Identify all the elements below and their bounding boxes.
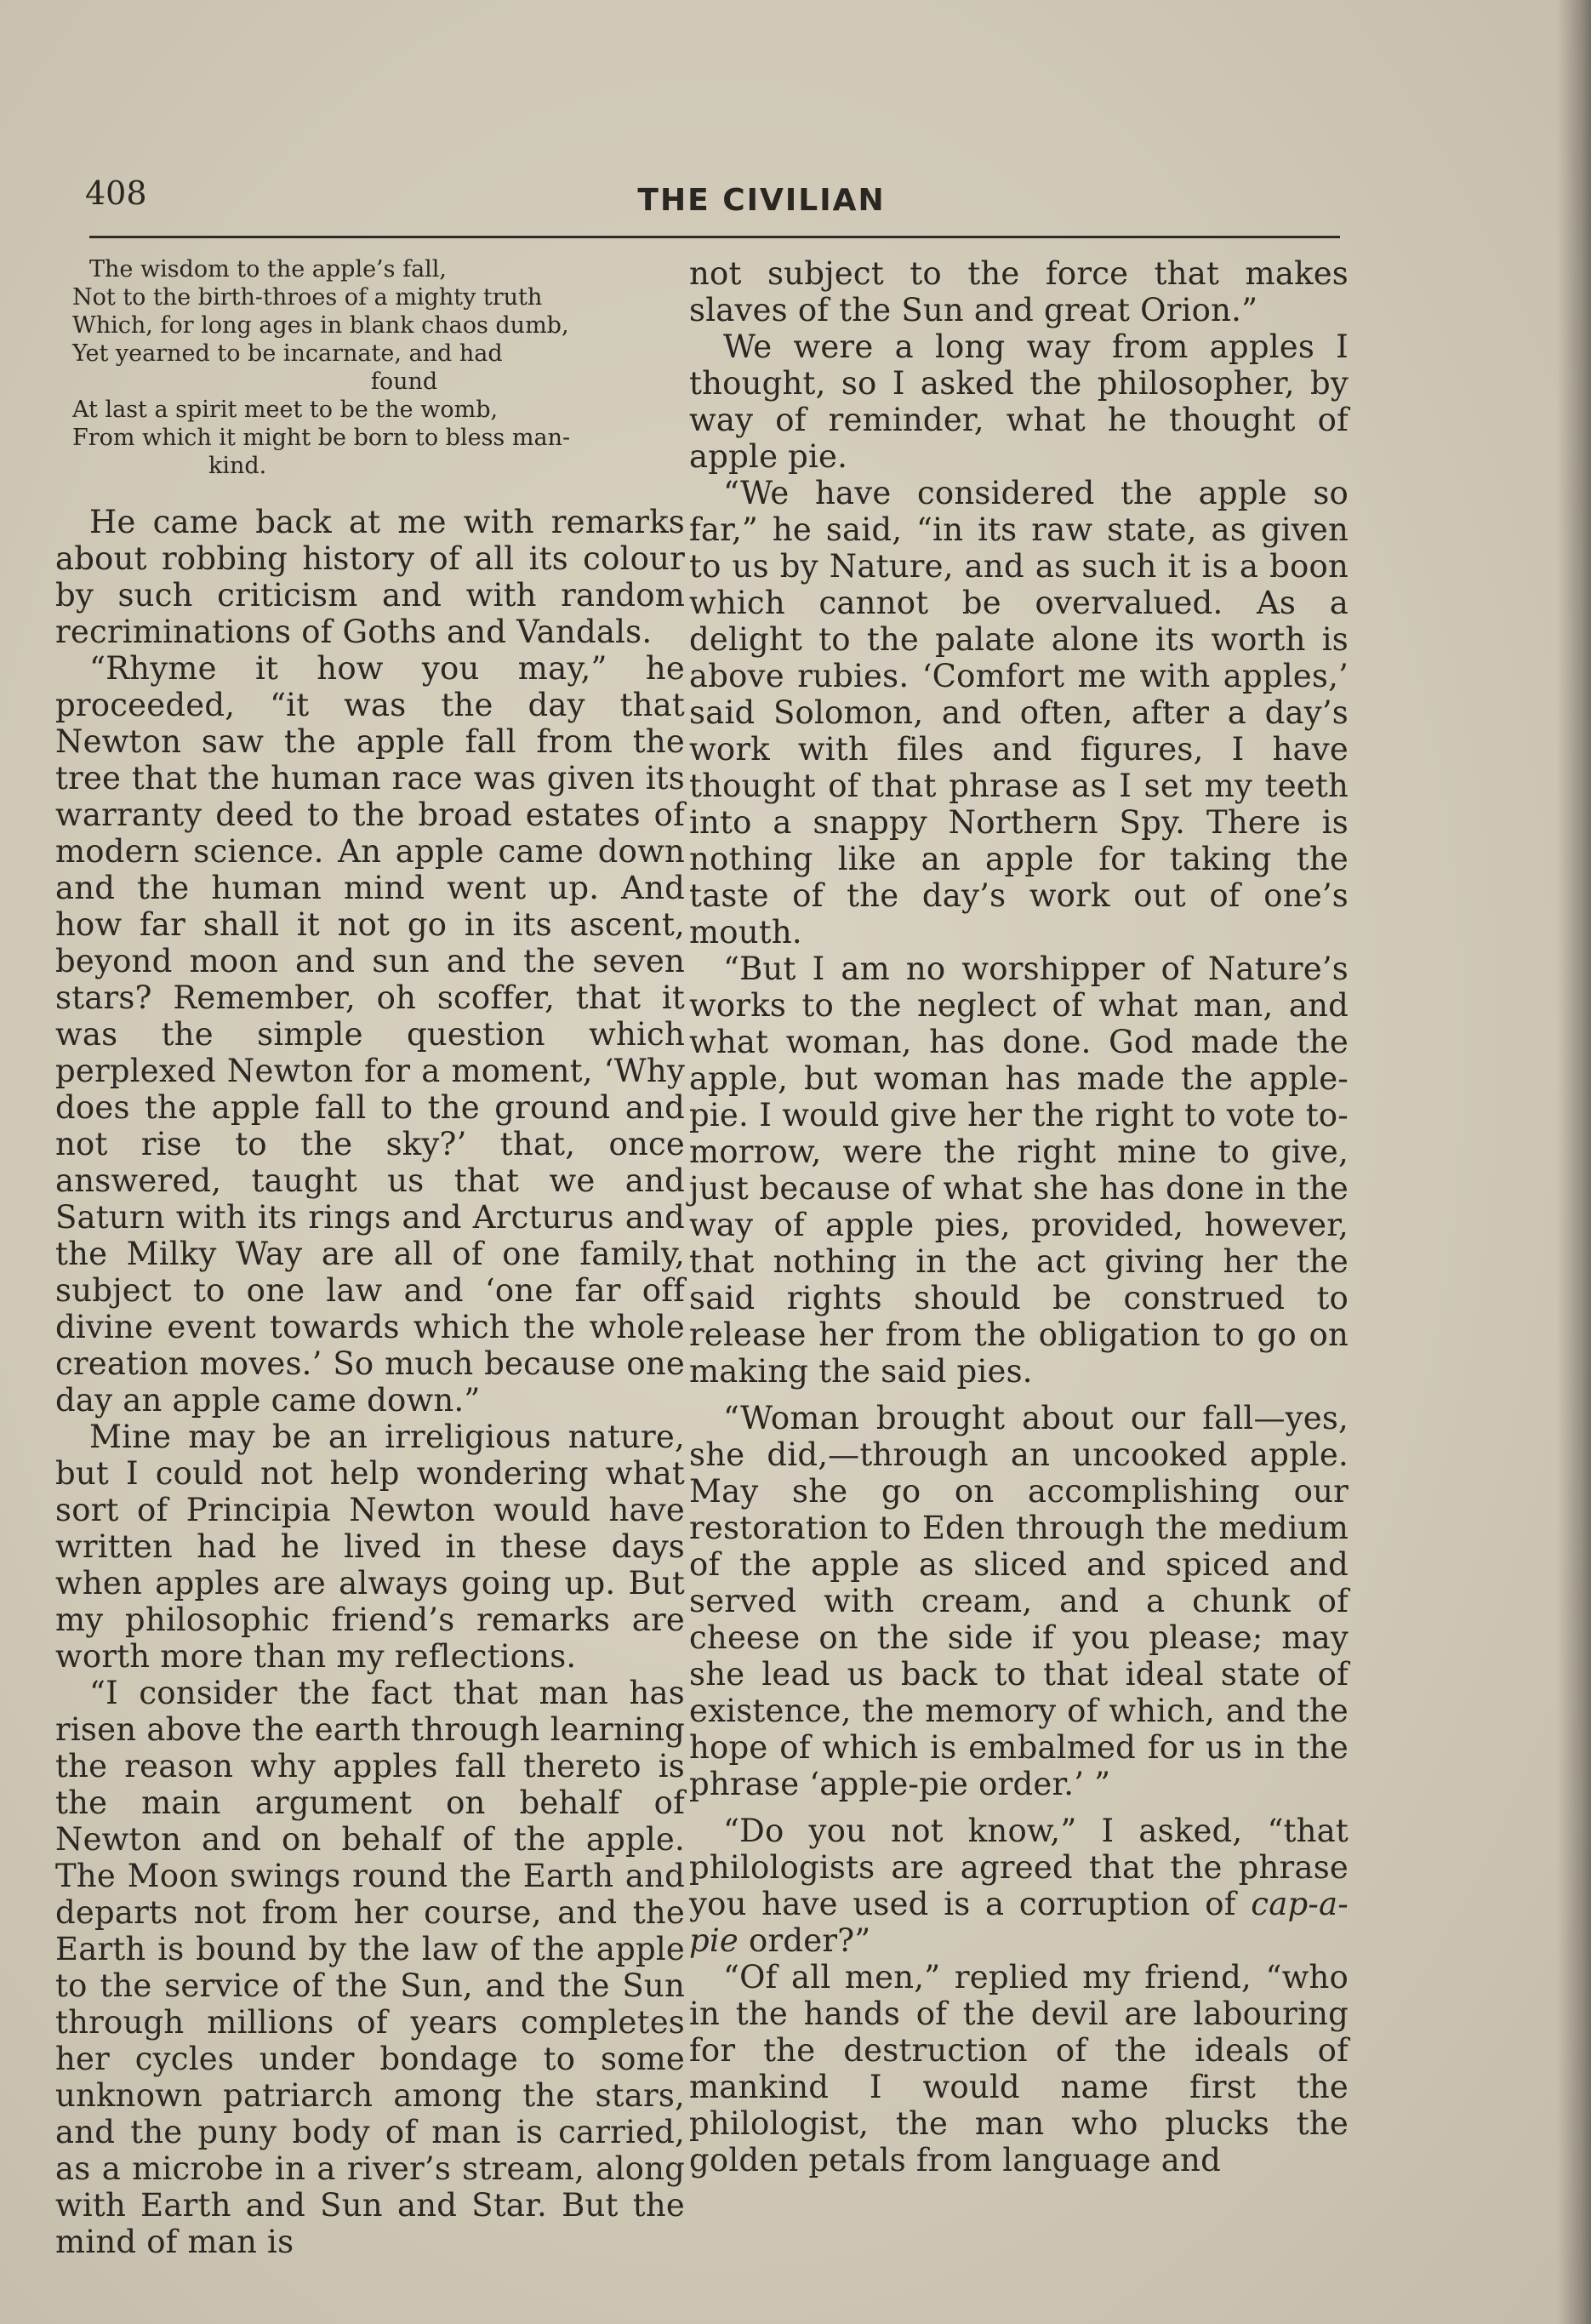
poem-line: Not to the birth-throes of a mighty truth xyxy=(72,284,543,311)
poem-line: From which it might be born to bless man- xyxy=(72,425,571,451)
binding-shadow xyxy=(1557,0,1591,2324)
paragraph: “We have considered the apple so far,” he said, “in its raw state, as given to us by Nature, and as such it is a boon which cannot be overvalued. As a delight to the palate alone its worth is above rubies. ‘Comfort me with apples,’ said Solomon, and often, after a day’s work with files and figures, I have thought of that phrase as I set my teeth into a snappy Northern Spy. There is nothing like an apple for taking the taste of the day’s work out of one’s mouth. xyxy=(689,475,1349,951)
paragraph: “Of all men,” replied my friend, “who in the hands of the devil are labouring for the destruction of the ideals of mankind I would name first the philologist, the man who plucks the golden petals from language and xyxy=(689,1959,1349,2178)
paragraph: “But I am no worshipper of Nature’s works to the neglect of what man, and what woman, has done. God made the apple, but woman has made the apple-pie. I would give her the right to vote to-morrow, were the right mine to give, just because of what she has done in the way of apple pies, provided, however, that nothing in the act giving her the said rights should be construed to release her from the obligation to go on making the said pies. xyxy=(689,951,1349,1390)
poem-line: The wisdom to the apple’s fall, xyxy=(89,256,448,283)
header-rule xyxy=(89,236,1340,238)
poem-line: Which, for long ages in blank chaos dumb, xyxy=(72,312,569,339)
paragraph-continuation: not subject to the force that makes slaves of the Sun and great Orion.” xyxy=(689,255,1349,328)
poem-line-turnover: kind. xyxy=(208,453,267,479)
paragraph: “Woman brought about our fall—yes, she did,—through an uncooked apple. May she go on accomplishing our restoration to Eden through the medium of the apple as sliced and spiced and served with cream, and a chunk of cheese on the side if you please; may she lead us back to that ideal state of existence, the memory of which, and the hope of which is embalmed for us in the phrase ‘apple-pie order.’ ” xyxy=(689,1400,1349,1802)
italic-term: cap-a-pie xyxy=(689,1886,1349,1959)
poem-line-turnover: found xyxy=(370,368,438,395)
paragraph: “Rhyme it how you may,” he proceeded, “it was the day that Newton saw the apple fall from the tree that the human race was given its warranty deed to the broad estates of modern science. An apple came down and the human mind went up. And how far shall it not go in its ascent, beyond moon and sun and the seven stars? Remember, oh scoffer, that it was the simple question which perplexed Newton for a moment, ‘Why does the apple fall to the ground and not rise to the sky?’ that, once answered, taught us that we and Saturn with its rings and Arcturus and the Milky Way are all of one family, subject to one law and ‘one far off divine event towards which the whole creation moves.’ So much because one day an apple came down.” xyxy=(55,650,685,1419)
poem-quote xyxy=(72,255,685,480)
question-text-end: order?” xyxy=(748,1922,871,1959)
left-column xyxy=(55,255,685,2260)
page-header xyxy=(85,174,1336,226)
page-number: 408 xyxy=(85,174,147,212)
paragraph: “I consider the fact that man has risen above the earth through learning the reason why apples fall thereto is the main argument on behalf of Newton and on behalf of the apple. The Moon swings round the Earth and departs not from her course, and the Earth is bound by the law of the apple to the service of the Sun, and the Sun through millions of years completes her cycles under bondage to some unknown patriarch among the stars, and the puny body of man is carried, as a microbe in a river’s stream, along with Earth and Sun and Star. But the mind of man is xyxy=(55,1675,685,2260)
paragraph: We were a long way from apples I thought, so I asked the philosopher, by way of reminder, what he thought of apple pie. xyxy=(689,328,1349,475)
question-text: “Do you not know,” I asked, “that philologists are agreed that the phrase you have used is a corruption of xyxy=(689,1813,1349,1922)
paragraph-question xyxy=(689,1813,1349,1959)
poem-line: Yet yearned to be incarnate, and had xyxy=(72,340,503,367)
poem-line: At last a spirit meet to be the womb, xyxy=(72,397,499,423)
running-title: THE CIVILIAN xyxy=(637,183,886,218)
right-column xyxy=(689,255,1349,2178)
paragraph: He came back at me with remarks about robbing history of all its colour by such criticism and with random recriminations of Goths and Vandals. xyxy=(55,504,685,650)
paragraph: Mine may be an irreligious nature, but I could not help wondering what sort of Principia Newton would have written had he lived in these days when apples are always going up. But my philosophic friend’s remarks are worth more than my reflections. xyxy=(55,1419,685,1675)
